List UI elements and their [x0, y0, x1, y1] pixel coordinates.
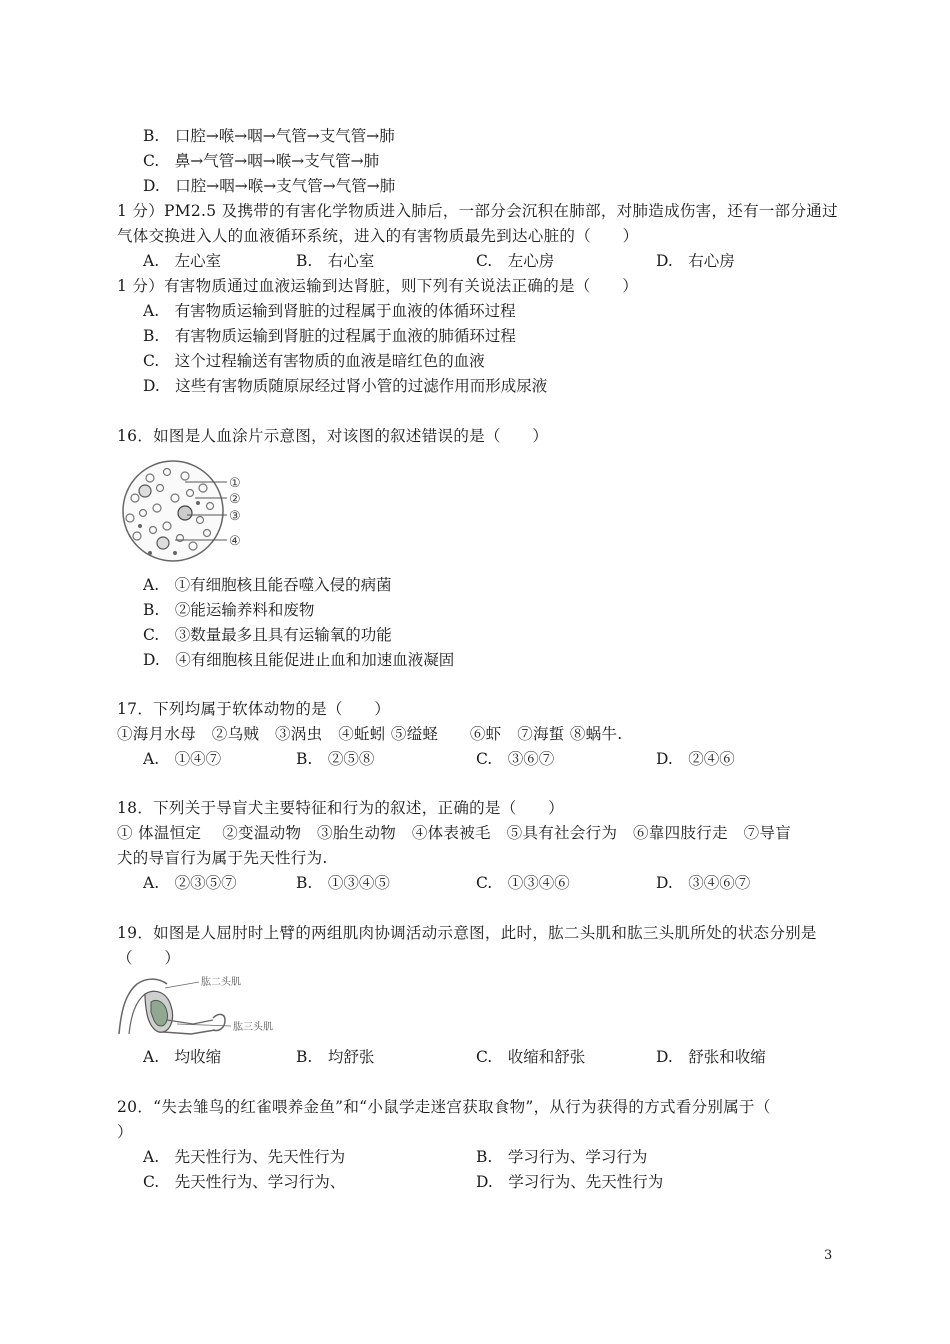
- option-20-a: A. 先天性行为、先天性行为: [143, 1148, 346, 1166]
- blood-smear-figure: [115, 458, 255, 564]
- option-15b-b: B. 有害物质运输到肾脏的过程属于血液的肺循环过程: [143, 327, 516, 345]
- option-14-d: D. 口腔→咽→喉→支气管→气管→肺: [143, 177, 396, 195]
- smear-label-1: ①: [229, 476, 241, 491]
- option-19-c: C. 收缩和舒张: [476, 1048, 586, 1066]
- blood-smear-circle: [123, 461, 223, 561]
- option-15a-d: D. 右心房: [656, 252, 735, 270]
- question-20-stem-line2: ）: [117, 1123, 133, 1141]
- option-18-d: D. ③④⑥⑦: [656, 874, 751, 892]
- option-16-a: A. ①有细胞核且能吞噬入侵的病菌: [143, 576, 392, 594]
- option-16-d: D. ④有细胞核且能促进止血和加速血液凝固: [143, 651, 455, 669]
- option-18-a: A. ②③⑤⑦: [143, 874, 237, 892]
- question-18-stem: 18．下列关于导盲犬主要特征和行为的叙述，正确的是（ ）: [117, 799, 564, 817]
- question-17-items: ①海月水母 ②乌贼 ③涡虫 ④蚯蚓 ⑤缢蛏 ⑥虾 ⑦海蜇 ⑧蜗牛.: [117, 725, 623, 743]
- option-15a-a: A. 左心室: [143, 252, 222, 270]
- option-19-b: B. 均舒张: [296, 1048, 375, 1066]
- option-17-a: A. ①④⑦: [143, 750, 222, 768]
- smear-label-2: ②: [229, 492, 241, 507]
- question-17-stem: 17．下列均属于软体动物的是（ ）: [117, 700, 391, 718]
- question-16-stem: 16．如图是人血涂片示意图，对该图的叙述错误的是（ ）: [117, 427, 549, 445]
- option-20-d: D. 学习行为、先天性行为: [476, 1173, 664, 1191]
- question-15a-line2: 气体交换进入人的血液循环系统，进入的有害物质最先到达心脏的（ ）: [117, 227, 639, 245]
- option-17-d: D. ②④⑥: [656, 750, 735, 768]
- question-19-stem-line1: 19．如图是人屈肘时上臂的两组肌肉协调活动示意图，此时，肱二头肌和肱三头肌所处的状态分别是: [117, 924, 817, 942]
- question-15a-line1: 1 分）PM2.5 及携带的有害化学物质进入肺后，一部分会沉积在肺部，对肺造成伤害，还有一部分通过: [117, 202, 838, 220]
- question-15b-line1: 1 分）有害物质通过血液运输到达肾脏，则下列有关说法正确的是（ ）: [117, 277, 638, 295]
- option-15b-c: C. 这个过程输送有害物质的血液是暗红色的血液: [143, 352, 485, 370]
- option-15a-c: C. 左心房: [476, 252, 555, 270]
- option-20-b: B. 学习行为、学习行为: [476, 1148, 648, 1166]
- question-20-stem-line1: 20．“失去雏鸟的红雀喂养金鱼”和“小鼠学走迷宫获取食物”，从行为获得的方式看分别属于（: [117, 1098, 771, 1116]
- label-biceps: 肱二头肌: [201, 977, 241, 988]
- option-14-b: B. 口腔→喉→咽→气管→支气管→肺: [143, 127, 395, 145]
- label-triceps: 肱三头肌: [233, 1022, 273, 1033]
- option-19-d: D. 舒张和收缩: [656, 1048, 766, 1066]
- question-19-stem-line2: （ ）: [117, 949, 181, 967]
- smear-label-4: ④: [229, 534, 241, 549]
- option-15b-a: A. 有害物质运输到肾脏的过程属于血液的体循环过程: [143, 302, 516, 320]
- option-16-b: B. ②能运输养料和废物: [143, 601, 315, 619]
- arm-muscle-figure: [115, 972, 275, 1042]
- option-16-c: C. ③数量最多且具有运输氧的功能: [143, 626, 392, 644]
- option-14-c: C. 鼻→气管→咽→喉→支气管→肺: [143, 152, 380, 170]
- smear-label-3: ③: [229, 509, 241, 524]
- option-15b-d: D. 这些有害物质随原尿经过肾小管的过滤作用而形成尿液: [143, 377, 548, 395]
- page-number: 3: [824, 1248, 833, 1263]
- option-19-a: A. 均收缩: [143, 1048, 222, 1066]
- option-20-c: C. 先天性行为、学习行为、: [143, 1173, 346, 1191]
- option-15a-b: B. 右心室: [296, 252, 375, 270]
- option-17-c: C. ③⑥⑦: [476, 750, 555, 768]
- question-18-items-line1: ① 体温恒定 ②变温动物 ③胎生动物 ④体表被毛 ⑤具有社会行为 ⑥靠四肢行走 ⑦导盲: [117, 824, 792, 842]
- option-18-c: C. ①③④⑥: [476, 874, 570, 892]
- option-17-b: B. ②⑤⑧: [296, 750, 375, 768]
- option-18-b: B. ①③④⑤: [296, 874, 390, 892]
- arm-leaders: [165, 982, 231, 1026]
- question-18-items-line2: 犬的导盲行为属于先天性行为.: [117, 849, 328, 867]
